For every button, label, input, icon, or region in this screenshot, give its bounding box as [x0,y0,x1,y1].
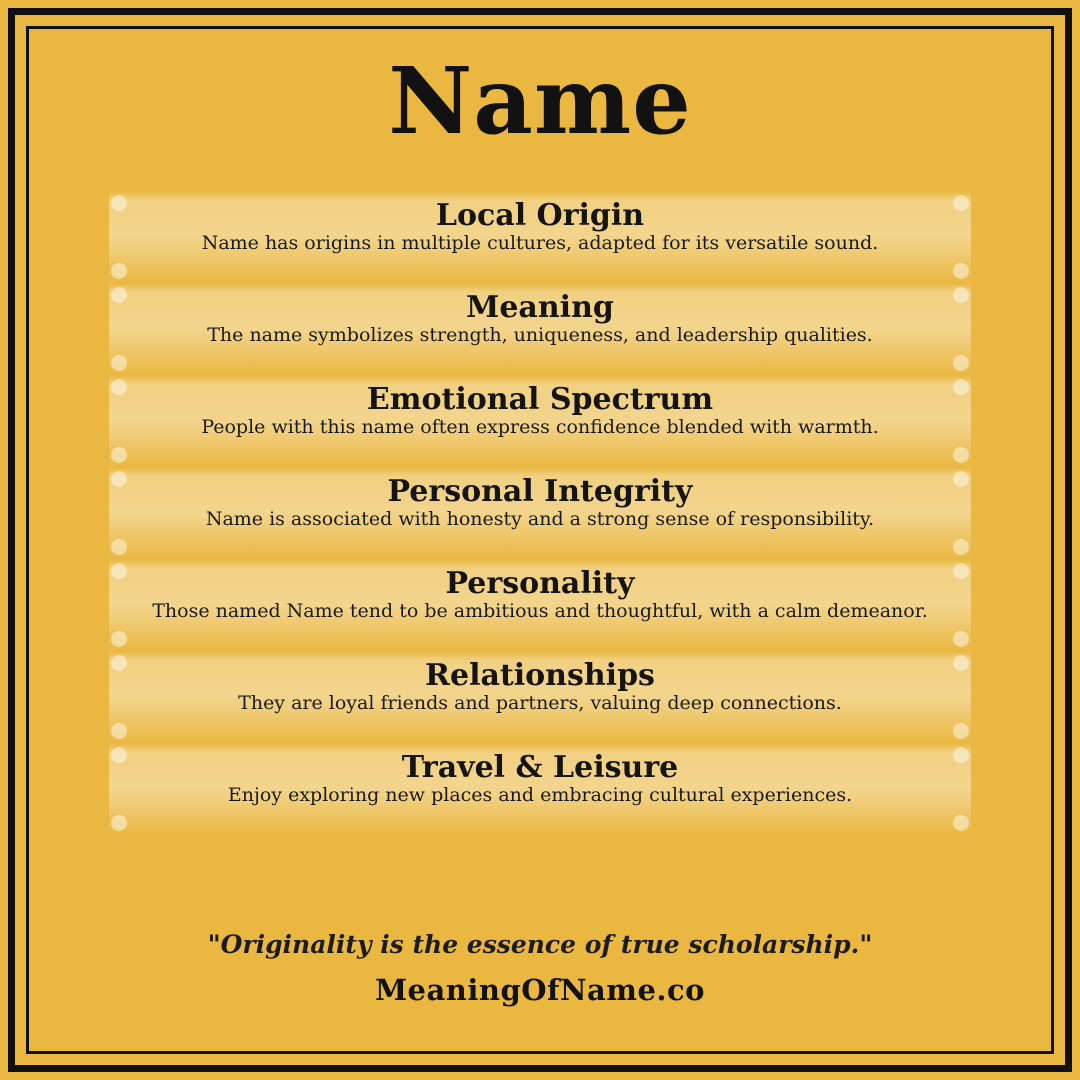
corner-nub-icon [111,355,127,371]
section-text: Enjoy exploring new places and embracing cultural experiences. [227,784,853,806]
footer-quote: "Originality is the essence of true scholarship." [207,930,873,959]
footer-website: MeaningOfName.co [374,973,706,1007]
section-emotional-spectrum [109,375,971,467]
corner-nub-icon [111,195,127,211]
corner-nub-icon [111,563,127,579]
section-heading: Local Origin [435,198,645,233]
corner-nub-icon [953,379,969,395]
corner-nub-icon [111,655,127,671]
section-heading: Personal Integrity [387,474,693,509]
corner-nub-icon [953,815,969,831]
section-text: Name has origins in multiple cultures, adapted for its versatile sound. [201,232,879,254]
poster-content [33,33,1047,1047]
corner-nub-icon [111,471,127,487]
section-heading: Relationships [425,658,655,693]
corner-nub-icon [953,447,969,463]
corner-nub-icon [111,631,127,647]
section-personality [109,559,971,651]
section-text: Those named Name tend to be ambitious and thoughtful, with a calm demeanor. [152,600,928,622]
section-heading: Personality [445,566,635,601]
section-heading: Emotional Spectrum [366,382,714,417]
section-heading: Meaning [466,290,614,325]
corner-nub-icon [111,263,127,279]
page-title: Name [388,47,692,155]
corner-nub-icon [111,815,127,831]
section-local-origin [109,191,971,283]
corner-nub-icon [953,539,969,555]
section-text: The name symbolizes strength, uniqueness, and leadership qualities. [207,324,873,346]
corner-nub-icon [111,747,127,763]
corner-nub-icon [953,747,969,763]
corner-nub-icon [953,631,969,647]
corner-nub-icon [953,287,969,303]
corner-nub-icon [953,723,969,739]
section-meaning [109,283,971,375]
section-personal-integrity [109,467,971,559]
corner-nub-icon [111,723,127,739]
corner-nub-icon [953,563,969,579]
sections-list [109,191,971,835]
section-text: Name is associated with honesty and a strong sense of responsibility. [205,508,875,530]
corner-nub-icon [953,195,969,211]
section-relationships [109,651,971,743]
corner-nub-icon [953,355,969,371]
corner-nub-icon [953,655,969,671]
corner-nub-icon [111,539,127,555]
corner-nub-icon [111,287,127,303]
corner-nub-icon [111,447,127,463]
corner-nub-icon [953,471,969,487]
section-heading: Travel & Leisure [401,750,679,785]
section-text: People with this name often express confidence blended with warmth. [201,416,879,438]
section-travel-leisure [109,743,971,835]
section-text: They are loyal friends and partners, valuing deep connections. [238,692,842,714]
corner-nub-icon [111,379,127,395]
corner-nub-icon [953,263,969,279]
